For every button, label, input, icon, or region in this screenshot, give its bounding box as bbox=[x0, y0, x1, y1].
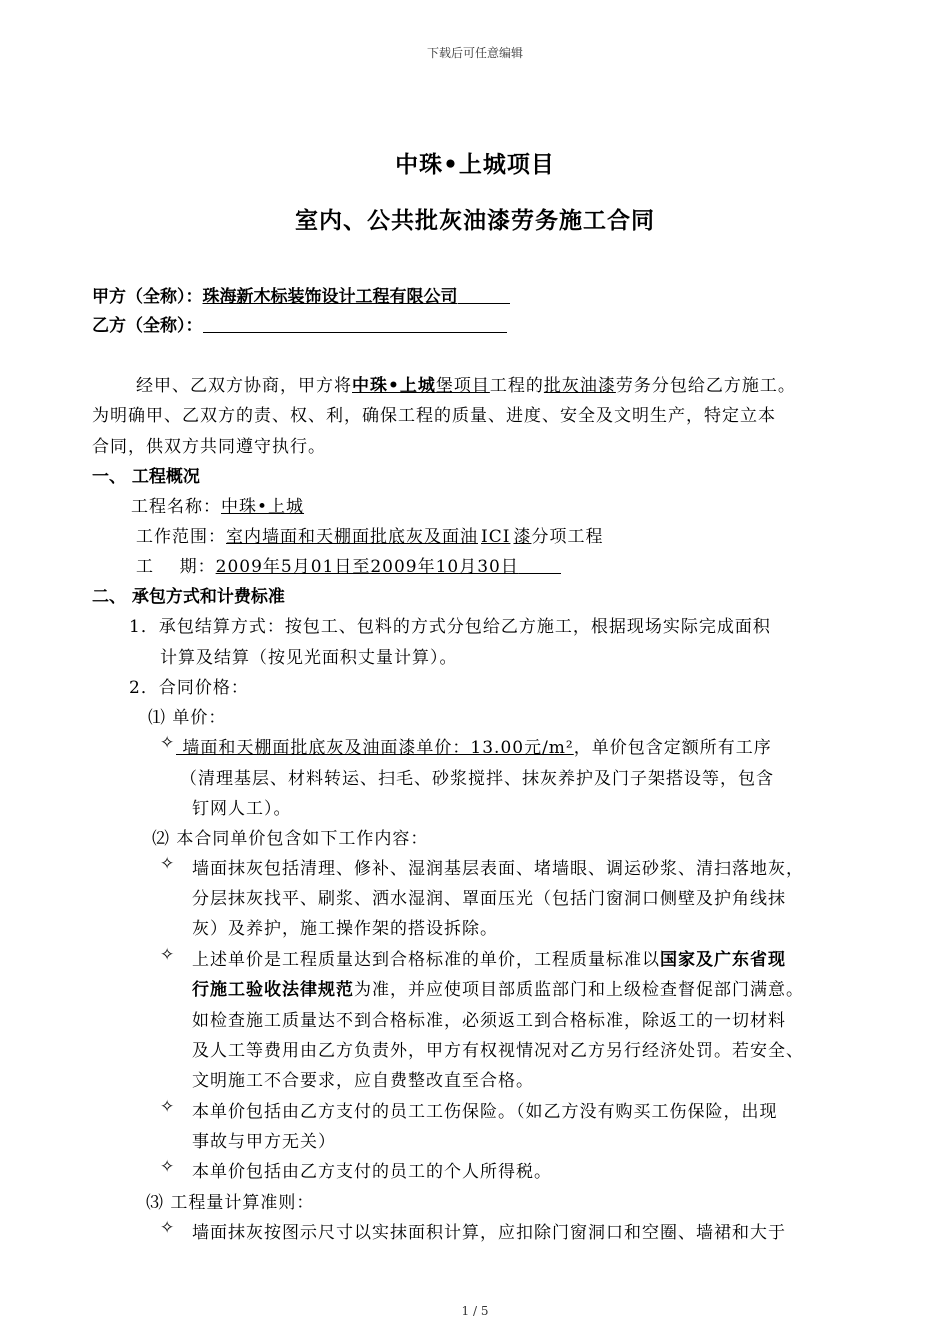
unit-price-value: 墙面和天棚面批底灰及油面漆单价：13.00元/m² bbox=[176, 738, 574, 758]
work-scope-ici: ICI bbox=[481, 527, 511, 547]
bullet-2-line-5: 文明施工不合要求，应自费整改直至合格。 bbox=[192, 1071, 534, 1091]
party-b-blank bbox=[203, 316, 507, 333]
subitem-quantity-rules: ⑶ 工程量计算准则： bbox=[146, 1193, 315, 1213]
period-label: 工 期： bbox=[136, 557, 216, 577]
price-line-1 bbox=[176, 733, 772, 758]
page-number: 1 / 5 bbox=[461, 1304, 489, 1318]
intro-line-2: 为明确甲、乙双方的责、权、利，确保工程的质量、进度、安全及文明生产，特定立本 bbox=[92, 406, 776, 426]
party-b-label: 乙方（全称）： bbox=[92, 316, 203, 336]
section-1-heading: 一、 工程概况 bbox=[92, 467, 200, 487]
quality-text: 为准，并应使项目部质监部门和上级检查督促部门满意。 bbox=[354, 980, 804, 1000]
bullet-1-line-1: 墙面抹灰包括清理、修补、湿润基层表面、堵墙眼、调运砂浆、清扫落地灰， bbox=[192, 859, 804, 879]
party-a bbox=[92, 282, 510, 307]
bullet-2-line-4: 及人工等费用由乙方负责外，甲方有权视情况对乙方另行经济处罚。若安全、 bbox=[192, 1041, 804, 1061]
intro-line-3: 合同，供双方共同遵守执行。 bbox=[92, 437, 326, 457]
bullet-5-line-1: 墙面抹灰按图示尺寸以实抹面积计算，应扣除门窗洞口和空圈、墙裙和大于 bbox=[192, 1223, 786, 1243]
party-b bbox=[92, 311, 507, 336]
subitem-unit-price: ⑴ 单价： bbox=[148, 708, 227, 728]
work-scope-value: 室内墙面和天棚面批底灰及面油 bbox=[226, 527, 478, 547]
bullet-icon: ✧ bbox=[160, 733, 175, 753]
unit-price-tail: ，单价包含定额所有工序 bbox=[573, 738, 772, 758]
work-scope-label: 工作范围： bbox=[136, 527, 226, 547]
page-header: 下载后可任意编辑 bbox=[426, 46, 523, 60]
title-contract: 室内、公共批灰油漆劳务施工合同 bbox=[295, 208, 655, 234]
intro-work-type: 批灰油漆 bbox=[543, 376, 616, 396]
period-blank bbox=[519, 557, 561, 574]
party-a-blank bbox=[458, 287, 510, 304]
period-value: 2009年5月01日至2009年10月30日 bbox=[215, 557, 519, 577]
bullet-1-line-2: 分层抹灰找平、刷浆、洒水湿润、罩面压光（包括门窗洞口侧壁及护角线抹 bbox=[192, 889, 786, 909]
intro-line-1 bbox=[136, 371, 796, 396]
party-a-name: 珠海新木标装饰设计工程有限公司 bbox=[202, 287, 458, 307]
item-1-line-2: 计算及结算（按见光面积丈量计算）。 bbox=[160, 648, 458, 668]
party-a-label: 甲方（全称）： bbox=[92, 287, 203, 307]
intro-project-suffix: 堡项目 bbox=[435, 376, 490, 396]
quality-text: 上述单价是工程质量达到合格标准的单价，工程质量标准以 bbox=[192, 950, 660, 970]
bullet-icon: ✧ bbox=[160, 854, 175, 874]
project-name-value: 中珠•上城 bbox=[221, 497, 305, 517]
item-1-line-1: 1．承包结算方式：按包工、包料的方式分包给乙方施工，根据现场实际完成面积 bbox=[129, 617, 771, 637]
quality-standard: 国家及广东省现 bbox=[660, 950, 786, 970]
subitem-work-content: ⑵ 本合同单价包含如下工作内容： bbox=[152, 829, 429, 849]
intro-text: 劳务分包给乙方施工。 bbox=[615, 376, 796, 396]
period-row bbox=[136, 552, 561, 577]
bullet-icon: ✧ bbox=[160, 1157, 175, 1177]
bullet-icon: ✧ bbox=[160, 945, 175, 965]
work-scope-tail: 分项工程 bbox=[531, 527, 604, 547]
bullet-1-line-3: 灰）及养护，施工操作架的搭设拆除。 bbox=[192, 919, 498, 939]
bullet-icon: ✧ bbox=[160, 1097, 175, 1117]
price-line-2: （清理基层、材料转运、扫毛、砂浆搅拌、抹灰养护及门子架搭设等，包含 bbox=[180, 769, 774, 789]
intro-text: 工程的 bbox=[489, 376, 544, 396]
title-project: 中珠•上城项目 bbox=[395, 152, 555, 178]
bullet-2-line-2 bbox=[192, 975, 804, 1000]
project-name-row bbox=[131, 492, 304, 517]
bullet-2-line-3: 如检查施工质量达不到合格标准，必须返工到合格标准，除返工的一切材料 bbox=[192, 1011, 786, 1031]
intro-text: 经甲、乙双方协商，甲方将 bbox=[136, 376, 352, 396]
project-name-label: 工程名称： bbox=[131, 497, 221, 517]
bullet-icon: ✧ bbox=[160, 1218, 175, 1238]
intro-project-name: 中珠•上城 bbox=[352, 376, 436, 396]
section-2-heading: 二、 承包方式和计费标准 bbox=[92, 587, 285, 607]
bullet-3-line-1: 本单价包括由乙方支付的员工工伤保险。（如乙方没有购买工伤保险，出现 bbox=[192, 1102, 778, 1122]
quality-standard: 行施工验收法律规范 bbox=[192, 980, 354, 1000]
bullet-3-line-2: 事故与甲方无关） bbox=[192, 1132, 336, 1152]
item-2: 2．合同价格： bbox=[129, 678, 249, 698]
bullet-4-line-1: 本单价包括由乙方支付的员工的个人所得税。 bbox=[192, 1162, 552, 1182]
work-scope-paint: 漆 bbox=[513, 527, 532, 547]
work-scope-row bbox=[136, 522, 603, 547]
bullet-2-line-1 bbox=[192, 945, 786, 970]
price-line-3: 钉网人工）。 bbox=[192, 799, 292, 819]
